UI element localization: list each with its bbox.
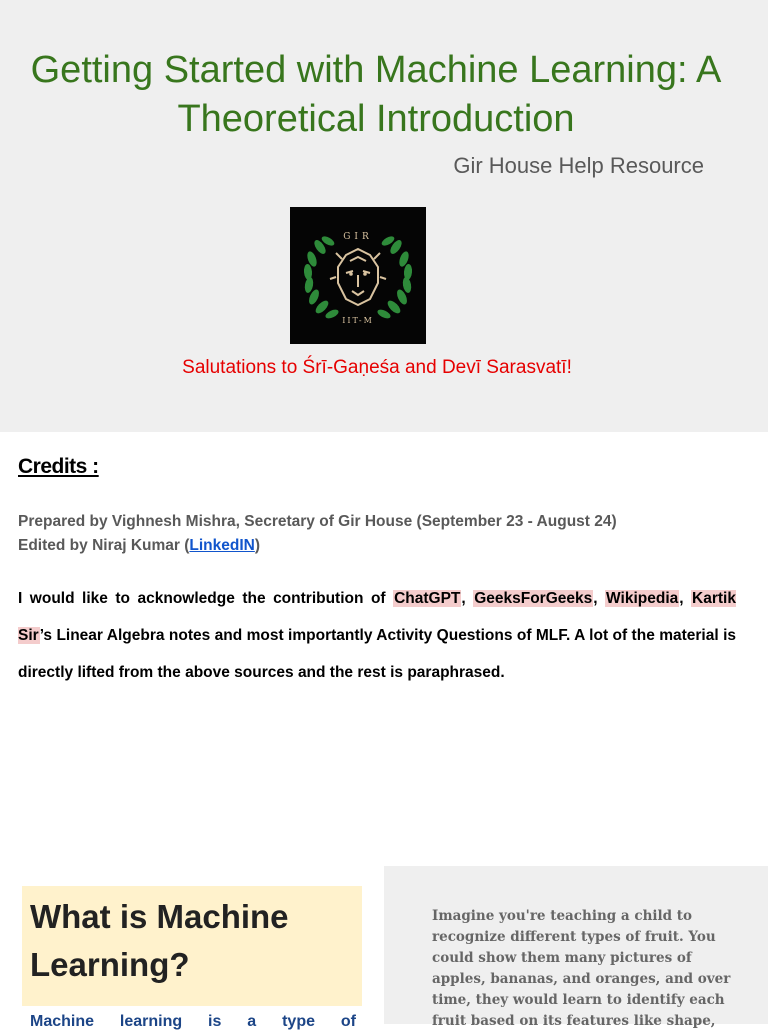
salutation-text: Salutations to Śrī-Gaṇeśa and Devī Sarasvatī! bbox=[182, 357, 572, 378]
ack-separator: , bbox=[593, 590, 606, 607]
source-chatgpt: ChatGPT bbox=[394, 590, 461, 607]
edited-by-suffix: ) bbox=[254, 537, 261, 554]
source-geeksforgeeks: GeeksForGeeks bbox=[474, 590, 593, 607]
source-kartik-sir: Kartik Sir bbox=[18, 590, 736, 644]
edited-by-line bbox=[18, 534, 748, 558]
page-title: Getting Started with Machine Learning: A Theoretical Introduction bbox=[30, 49, 722, 140]
ack-separator: , bbox=[679, 590, 692, 607]
section-heading: What is Machine Learning? bbox=[30, 898, 289, 983]
section-body: Machine learning is a type of bbox=[30, 1013, 356, 1030]
acknowledgement-paragraph bbox=[18, 580, 736, 691]
ack-separator: , bbox=[461, 590, 474, 607]
ack-rest: ’s Linear Algebra notes and most importantly Activity Questions of MLF. A lot of the material is directly lifted from the above sources and the rest is paraphrased. bbox=[18, 627, 736, 681]
source-wikipedia: Wikipedia bbox=[606, 590, 679, 607]
credits-meta bbox=[18, 510, 748, 558]
example-text: Imagine you're teaching a child to recognize different types of fruit. You could show them many pictures of apples, bananas, and oranges, and over time, they would learn to identify each fruit based on its features like shape, bbox=[432, 908, 731, 1029]
page-subtitle: Gir House Help Resource bbox=[453, 153, 704, 178]
prepared-by-line: Prepared by Vighnesh Mishra, Secretary of Gir House (September 23 - August 24) bbox=[18, 513, 617, 530]
logo-bottom-text: IIT-M bbox=[342, 316, 374, 325]
logo-top-text: GIR bbox=[343, 232, 373, 242]
edited-by-prefix: Edited by Niraj Kumar ( bbox=[18, 537, 190, 554]
ack-intro: I would like to acknowledge the contribution of bbox=[18, 590, 394, 607]
gir-house-logo bbox=[290, 207, 426, 344]
linkedin-link[interactable]: LinkedIN bbox=[189, 537, 255, 554]
lion-crest-icon bbox=[290, 207, 426, 344]
credits-heading: Credits : bbox=[18, 455, 99, 478]
